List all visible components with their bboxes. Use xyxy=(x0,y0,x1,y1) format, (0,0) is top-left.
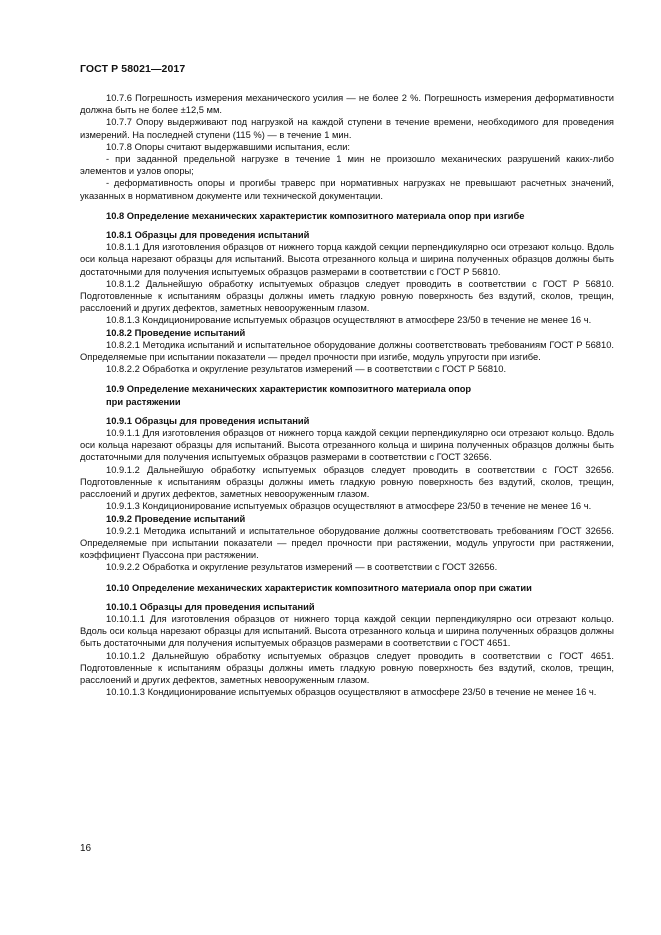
paragraph: 10.9.1.2 Дальнейшую обработку испытуемых образцов следует проводить в соответствии с ГОСТ 32656. Подготовленные к испытаниям образцы должны иметь гладкую ровную поверхность без вздутий, сколов, трещин, расслоений и других дефектов, заметных невооруженным глазом. xyxy=(80,464,614,500)
section-heading-continued: при растяжении xyxy=(106,396,181,407)
paragraph: 10.9.2.2 Обработка и округление результатов измерений — в соответствии с ГОСТ 32656. xyxy=(106,562,498,573)
document-body xyxy=(80,92,614,698)
paragraph: 10.10.1.2 Дальнейшую обработку испытуемых образцов следует проводить в соответствии с ГОСТ 4651. Подготовленные к испытаниям образцы должны иметь гладкую ровную поверхность без вздутий, сколов, трещин, расслоений и других дефектов, заметных невооруженным глазом. xyxy=(80,650,614,685)
section-heading: 10.8 Определение механических характеристик композитного материала опор при изгибе xyxy=(106,210,525,221)
subsection-heading: 10.10.1 Образцы для проведения испытаний xyxy=(106,601,315,612)
paragraph: 10.9.2.1 Методика испытаний и испытательное оборудование должны соответствовать требованиям ГОСТ 32656. Определяемые при испытании показатели — предел прочности при растяжении, модуль упругости при растяжении, коэффициент Пуассона при растяжении. xyxy=(80,525,614,561)
page-number: 16 xyxy=(80,843,92,854)
subsection-heading: 10.8.1 Образцы для проведения испытаний xyxy=(106,230,310,241)
paragraph: 10.8.2.1 Методика испытаний и испытательное оборудование должны соответствовать требованиям ГОСТ Р 56810. Определяемые при испытании показатели — предел прочности при изгибе, модуль упругости при изгибе. xyxy=(80,339,614,363)
subsection-heading: 10.8.2 Проведение испытаний xyxy=(106,327,246,338)
section-heading: 10.9 Определение механических характеристик композитного материала опор xyxy=(106,384,472,395)
subsection-heading: 10.9.1 Образцы для проведения испытаний xyxy=(106,415,310,426)
document-header: ГОСТ Р 58021—2017 xyxy=(80,63,186,75)
list-item: - при заданной предельной нагрузке в течение 1 мин не произошло механических разрушений каких-либо элементов и узлов опоры; xyxy=(80,154,614,177)
paragraph: 10.7.6 Погрешность измерения механического усилия — не более 2 %. Погрешность измерения деформативности должна быть не более ±12,5 мм. xyxy=(80,93,614,116)
paragraph: 10.8.1.1 Для изготовления образцов от нижнего торца каждой секции перпендикулярно оси отрезают кольцо. Вдоль оси кольца нарезают образцы для испытаний. Высота отрезанного кольца и ширина полученных образцов должны быть достаточными для получения испытуемых образцов размерами в соответствии с ГОСТ Р 56810. xyxy=(80,242,614,277)
paragraph: 10.7.7 Опору выдерживают под нагрузкой на каждой ступени в течение времени, необходимого для проведения измерений. На последней ступени (115 %) — в течение 1 мин. xyxy=(80,117,614,140)
paragraph: 10.10.1.1 Для изготовления образцов от нижнего торца каждой секции перпендикулярно оси отрезают кольцо. Вдоль оси кольца нарезают образцы для испытаний. Высота отрезанного кольца и ширина полученных образцов должны быть достаточными для получения испытуемых образцов размерами в соответствии с ГОСТ 4651. xyxy=(80,613,614,649)
paragraph: 10.8.2.2 Обработка и округление результатов измерений — в соответствии с ГОСТ Р 56810. xyxy=(106,364,507,375)
subsection-heading: 10.9.2 Проведение испытаний xyxy=(106,513,246,524)
paragraph: 10.8.1.3 Кондиционирование испытуемых образцов осуществляют в атмосфере 23/50 в течение не менее 16 ч. xyxy=(106,315,592,326)
paragraph: 10.9.1.3 Кондиционирование испытуемых образцов осуществляют в атмосфере 23/50 в течение не менее 16 ч. xyxy=(106,501,592,512)
paragraph: 10.9.1.1 Для изготовления образцов от нижнего торца каждой секции перпендикулярно оси отрезают кольцо. Вдоль оси кольца нарезают образцы для испытаний. Высота отрезанного кольца и ширина полученных образцов должны быть достаточными для получения испытуемых образцов размерами в соответствии с ГОСТ 32656. xyxy=(80,428,614,463)
paragraph: 10.7.8 Опоры считают выдержавшими испытания, если: xyxy=(106,141,351,152)
section-heading: 10.10 Определение механических характеристик композитного материала опор при сжатии xyxy=(106,582,532,593)
paragraph: 10.10.1.3 Кондиционирование испытуемых образцов осуществляют в атмосфере 23/50 в течение не менее 16 ч. xyxy=(106,687,597,698)
list-item: - деформативность опоры и прогибы траверс при нормативных нагрузках не превышают расчетных значений, указанных в нормативном документе или технической документации. xyxy=(80,178,614,201)
paragraph: 10.8.1.2 Дальнейшую обработку испытуемых образцов следует проводить в соответствии с ГОСТ Р 56810. Подготовленные к испытаниям образцы должны иметь гладкую ровную поверхность без вздутий, сколов, трещин, расслоений и других дефектов, заметных невооруженным глазом. xyxy=(80,278,614,314)
